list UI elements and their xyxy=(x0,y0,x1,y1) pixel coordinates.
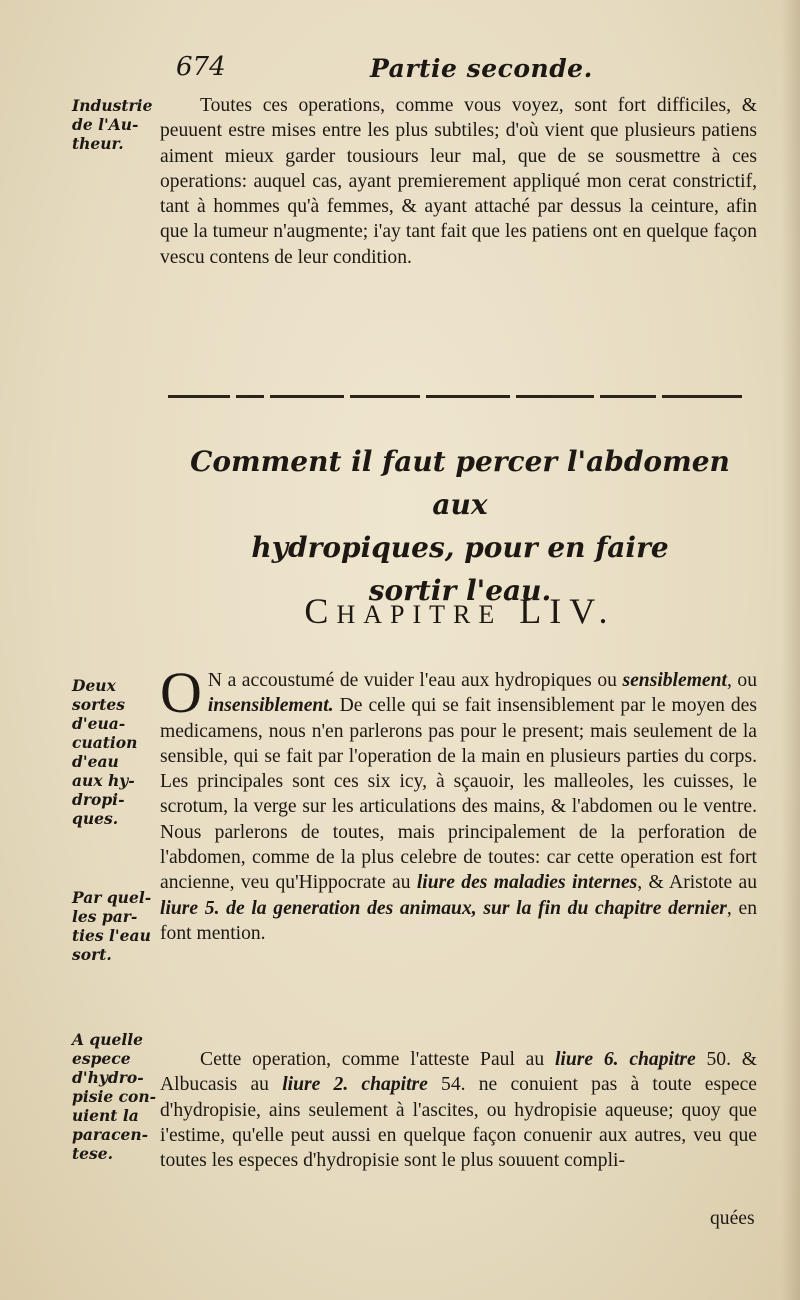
section-divider-rule xyxy=(168,394,756,400)
margin-note-par-quelles-parties: Par quel- les par- ties l'eau sort. xyxy=(72,888,152,964)
drop-cap-letter: O xyxy=(160,660,202,725)
text-run: , en font mention. xyxy=(160,897,758,944)
catchword: quées xyxy=(710,1208,755,1229)
paragraph-paracentese xyxy=(160,1047,757,1173)
chapter-heading xyxy=(160,590,760,632)
text-run: , & Aristote au xyxy=(637,872,758,894)
text-run: N a accoustumé de vuider l'eau aux hydropiques ou xyxy=(207,670,623,691)
italic-run: sensiblement xyxy=(622,670,727,691)
paragraph-operations: Toutes ces operations, comme vous voyez, sont fort difficiles, & peuuent estre mises entre les plus subtiles; d'où vient que plusieurs patiens aiment mieux garder tousiours leur mal, que de se sousmettre à ces operations: auquel cas, ayant premierement appliqué mon cerat constrictif, tant à hommes qu'à femmes, & ayant attaché par dessus la ceinture, afin que la tumeur n'augmente; i'ay tant fait que les patiens ont en quelque façon vescu contens de leur condition. xyxy=(160,95,757,268)
chapter-number: LIV. xyxy=(519,591,616,631)
margin-note-a-quelle-espece: A quelle espece d'hydro- pisie con- uient la paracen- tese. xyxy=(72,1030,157,1163)
running-head: Partie seconde. xyxy=(370,54,593,83)
page-header xyxy=(0,52,800,92)
italic-run: liure 5. de la generation des animaux, sur la fin du chapitre dernier xyxy=(160,897,727,919)
chapter-title xyxy=(160,440,760,612)
chapter-title-line-1: Comment il faut percer l'abdomen aux xyxy=(190,445,730,521)
italic-run: liure 6. chapitre xyxy=(554,1049,696,1070)
text-run: Cette operation, comme l'atteste Paul au xyxy=(200,1049,555,1070)
page-number: 674 xyxy=(176,52,226,82)
page-edge-shadow xyxy=(782,0,800,1300)
text-run: 54. ne conuient pas à toute espece d'hydropisie, ains seulement à l'ascites, ou hydropisie aqueuse; quoy que i'estime, qu'elle peut aussi en quelque façon conuenir aux autres, veu que toutes les especes d'hydropisie sont le plus souuent compli- xyxy=(160,1074,757,1172)
italic-run: liure 2. chapitre xyxy=(282,1074,428,1096)
paragraph-evacuation xyxy=(160,660,758,946)
margin-note-deux-sortes: Deux sortes d'eua- cuation d'eau aux hy- dropi- ques. xyxy=(72,676,138,828)
chapter-title-line-3: sortir l'eau. xyxy=(368,574,552,607)
margin-note-industrie: Industrie de l'Au- theur. xyxy=(72,96,153,153)
italic-run: liure des maladies internes xyxy=(416,872,638,894)
text-run: , ou xyxy=(726,670,758,691)
text-run: 50. & Albucasis au xyxy=(160,1049,758,1096)
chapter-title-line-2: hydropiques, pour en faire xyxy=(251,531,669,564)
chapter-word-cap: C xyxy=(304,591,337,631)
text-run: De celle qui se fait insensiblement par le moyen des medicamens, nous n'en parlerons pas pour le present; mais seulement de la sensible, qui se fait par l'operation de la main en plusieurs parties du corps. Les principales sont ces six icy, à sçauoir, les malleoles, les cuisses, le scrotum, la verge sur les articulations des mains, & l'abdomen ou le ventre. Nous parlerons de toutes, mais principalement de la perforation de l'abdomen, comme de la plus celebre de toutes: car cette operation est fort ancienne, veu qu'Hippocrate au xyxy=(160,695,757,894)
chapter-word-rest: HAPITRE xyxy=(336,600,503,629)
italic-run: insensiblement. xyxy=(207,695,334,717)
